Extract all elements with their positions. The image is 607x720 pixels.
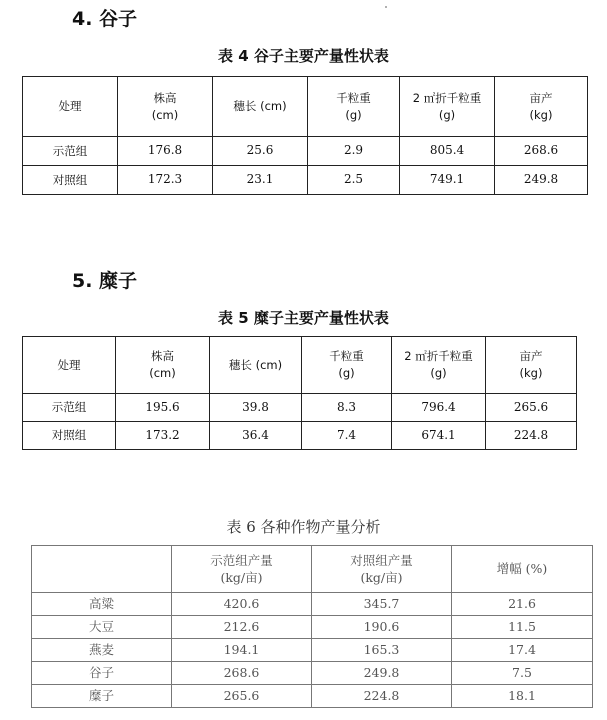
table-row [32,662,593,685]
value-cell: 7.4 [302,422,392,450]
value-cell: 11.5 [452,616,593,639]
table5 [22,336,577,450]
table6-header-text: 示范组产量 [210,552,273,568]
row-label-cell: 对照组 [23,422,116,450]
table4 [22,76,588,195]
scan-speck [385,6,387,8]
value-cell: 39.8 [210,394,302,422]
section4-header-text: (kg) [529,107,553,122]
table-row [23,422,577,450]
value-cell: 194.1 [172,639,312,662]
table-row [32,616,593,639]
value-cell: 190.6 [312,616,452,639]
table-row [32,593,593,616]
row-label-cell: 谷子 [32,662,172,685]
row-label-cell: 高粱 [32,593,172,616]
section4-header-text: (cm) [151,107,179,122]
table6-header-cell [452,546,593,593]
value-cell: 268.6 [172,662,312,685]
section4-header-text: 2 ㎡折千粒重 [412,90,482,105]
row-label-cell: 对照组 [23,166,118,195]
value-cell: 21.6 [452,593,593,616]
table6-header-cell [312,546,452,593]
value-cell: 17.4 [452,639,593,662]
row-label-cell: 示范组 [23,137,118,166]
section4-heading: 4. 谷子 [72,8,138,30]
table5-header-row [23,337,577,394]
table6-header-text: 对照组产量 [350,552,413,568]
value-cell: 420.6 [172,593,312,616]
table-row [32,685,593,708]
value-cell: 25.6 [213,137,308,166]
section5-header-text: 千粒重 [329,349,364,364]
value-cell: 249.8 [495,166,588,195]
section4-header-cell [213,77,308,137]
row-label-cell: 燕麦 [32,639,172,662]
value-cell: 2.5 [308,166,400,195]
table-row [23,137,588,166]
section5-header-cell [392,337,486,394]
table4-header-row [23,77,588,137]
table6-header-text: 增幅 (%) [496,561,548,577]
table6-header-cell [32,546,172,593]
table-row [23,394,577,422]
table4-caption: 表 4 谷子主要产量性状表 [218,47,389,65]
section4-header-text: (g) [345,107,362,122]
section5-header-text: 穗长 (cm) [228,357,283,372]
section5-header-cell [486,337,577,394]
value-cell: 212.6 [172,616,312,639]
section4-header-text: 亩产 [529,90,553,105]
table6-header-text: (kg/亩) [360,570,403,585]
value-cell: 249.8 [312,662,452,685]
value-cell: 345.7 [312,593,452,616]
section5-header-text: (g) [338,366,355,380]
section4-header-text: 穗长 (cm) [233,99,287,114]
value-cell: 796.4 [392,394,486,422]
value-cell: 265.6 [486,394,577,422]
section5-header-text: (g) [430,366,447,380]
section5-header-cell [210,337,302,394]
row-label-cell: 示范组 [23,394,116,422]
section4-header-cell [308,77,400,137]
section4-header-cell [118,77,213,137]
section4-header-cell [495,77,588,137]
section4-header-cell [400,77,495,137]
section4-header-text: 千粒重 [336,90,371,105]
section5-header-text: (cm) [149,366,176,380]
table5-caption: 表 5 糜子主要产量性状表 [218,309,389,327]
row-label-cell: 大豆 [32,616,172,639]
table6 [31,545,593,708]
section4-header-text: 处理 [58,99,82,114]
value-cell: 173.2 [116,422,210,450]
value-cell: 224.8 [486,422,577,450]
value-cell: 8.3 [302,394,392,422]
value-cell: 224.8 [312,685,452,708]
section5-header-cell [116,337,210,394]
section4-header-text: 株高 [153,90,177,105]
value-cell: 805.4 [400,137,495,166]
value-cell: 176.8 [118,137,213,166]
value-cell: 2.9 [308,137,400,166]
value-cell: 195.6 [116,394,210,422]
table6-header-text: (kg/亩) [220,570,263,585]
section5-header-text: 株高 [151,349,174,364]
section5-header-text: 亩产 [519,349,543,364]
section5-header-text: (kg) [519,366,543,380]
value-cell: 36.4 [210,422,302,450]
table-row [23,166,588,195]
table-row [32,639,593,662]
section4-header-cell [23,77,118,137]
value-cell: 265.6 [172,685,312,708]
section5-heading: 5. 糜子 [72,270,138,292]
value-cell: 749.1 [400,166,495,195]
value-cell: 172.3 [118,166,213,195]
section5-header-text: 处理 [57,357,81,372]
section5-header-cell [302,337,392,394]
value-cell: 18.1 [452,685,593,708]
value-cell: 674.1 [392,422,486,450]
table6-header-row [32,546,593,593]
table6-header-cell [172,546,312,593]
value-cell: 268.6 [495,137,588,166]
section5-header-cell [23,337,116,394]
value-cell: 165.3 [312,639,452,662]
table6-caption: 表 6 各种作物产量分析 [226,518,381,536]
value-cell: 7.5 [452,662,593,685]
section5-header-text: 2 ㎡折千粒重 [404,349,473,364]
value-cell: 23.1 [213,166,308,195]
section4-header-text: (g) [438,107,456,122]
row-label-cell: 糜子 [32,685,172,708]
